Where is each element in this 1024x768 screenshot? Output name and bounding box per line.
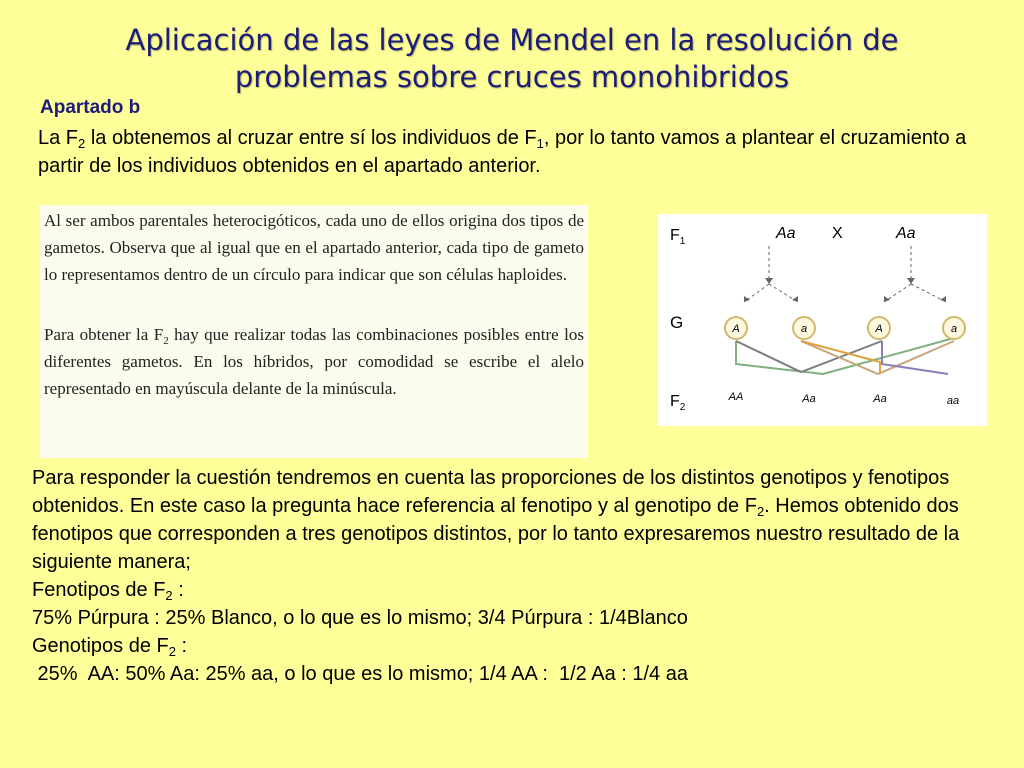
scan-paragraph-1: Al ser ambos parentales heterocigóticos, cada uno de ellos origina dos tipos de gametos. Observa que al igual que en el apartado anterior, cada tipo de gameto lo representamos dentro de un círculo para indicar que son células haploides. bbox=[44, 211, 584, 284]
intro-subscript-2: 1 bbox=[536, 136, 544, 151]
discussion-text-b: . Hemos obtenido dos fenotipos que corresponden a tres genotipos distintos, por lo tanto expresaremos nuestro resultado de la siguiente manera; bbox=[32, 495, 960, 573]
intro-text-1: La F bbox=[38, 127, 79, 149]
offspring-2: Aa bbox=[802, 393, 816, 405]
f2-label: $F_2$ bbox=[670, 393, 686, 413]
section-label: Apartado b bbox=[40, 97, 141, 118]
title-line-2: problemas sobre cruces monohibridos bbox=[234, 60, 790, 94]
gamete-circles bbox=[725, 317, 965, 339]
discussion-block bbox=[32, 464, 992, 688]
segregation-arrows bbox=[744, 246, 946, 302]
f1-label: $F_1$ bbox=[670, 227, 686, 247]
genotypes-values: 25% AA: 50% Aa: 25% aa, o lo que es lo mismo; 1/4 AA : 1/2 Aa : 1/4 aa bbox=[32, 663, 688, 685]
gamete-4: a bbox=[950, 323, 958, 335]
offspring-4: aa bbox=[946, 395, 960, 407]
discussion-subscript: 2 bbox=[756, 504, 765, 519]
intro-paragraph bbox=[38, 124, 988, 180]
genotypes-heading: Genotipos de $F_2$ : bbox=[32, 635, 188, 659]
parent-1-genotype: Aa bbox=[776, 225, 796, 242]
scanned-text-block bbox=[40, 205, 588, 458]
scan-text-b: hay que realizar todas las combinaciones posibles entre los diferentes gametos. En los híbridos, por comodidad se escribe el alelo representado en mayúscula delante de la minúscula. bbox=[44, 325, 584, 398]
discussion-paragraph bbox=[32, 464, 990, 576]
page-title bbox=[40, 22, 984, 96]
gamete-1: A bbox=[732, 323, 740, 335]
phenotypes-heading: Fenotipos de $F_2$ : bbox=[32, 579, 184, 603]
offspring-3: Aa bbox=[873, 393, 887, 405]
scan-text-a: Para obtener la F bbox=[44, 325, 164, 344]
intro-subscript-1: 2 bbox=[78, 136, 86, 151]
phenotypes-values: 75% Púrpura : 25% Blanco, o lo que es lo mismo; 3/4 Púrpura : 1/4Blanco bbox=[32, 607, 688, 629]
intro-text-2: la obtenemos al cruzar entre sí los individuos de F bbox=[85, 127, 537, 149]
discussion-text-a: Para responder la cuestión tendremos en cuenta las proporciones de los distintos genotipos y fenotipos obtenidos. En este caso la pregunta hace referencia al fenotipo y al genotipo de F bbox=[32, 467, 950, 517]
line-tan bbox=[801, 341, 954, 374]
offspring-row bbox=[728, 391, 959, 407]
cross-symbol: X bbox=[832, 225, 843, 242]
combination-lines bbox=[736, 338, 954, 374]
cross-diagram bbox=[658, 214, 987, 426]
scan-subscript: 2 bbox=[163, 335, 169, 347]
gamete-3: A bbox=[875, 323, 883, 335]
intro-text-3: , por lo tanto vamos a plantear el cruzamiento a partir de los individuos obtenidos en el apartado anterior. bbox=[38, 127, 967, 177]
offspring-1: AA bbox=[728, 391, 744, 403]
gametes-label: G bbox=[670, 313, 684, 332]
scan-paragraph-2 bbox=[44, 321, 584, 402]
arrow-heads bbox=[744, 278, 946, 302]
parent-2-genotype: Aa bbox=[896, 225, 916, 242]
title-line-1: Aplicación de las leyes de Mendel en la resolución de bbox=[125, 23, 899, 57]
gamete-2: a bbox=[800, 323, 808, 335]
